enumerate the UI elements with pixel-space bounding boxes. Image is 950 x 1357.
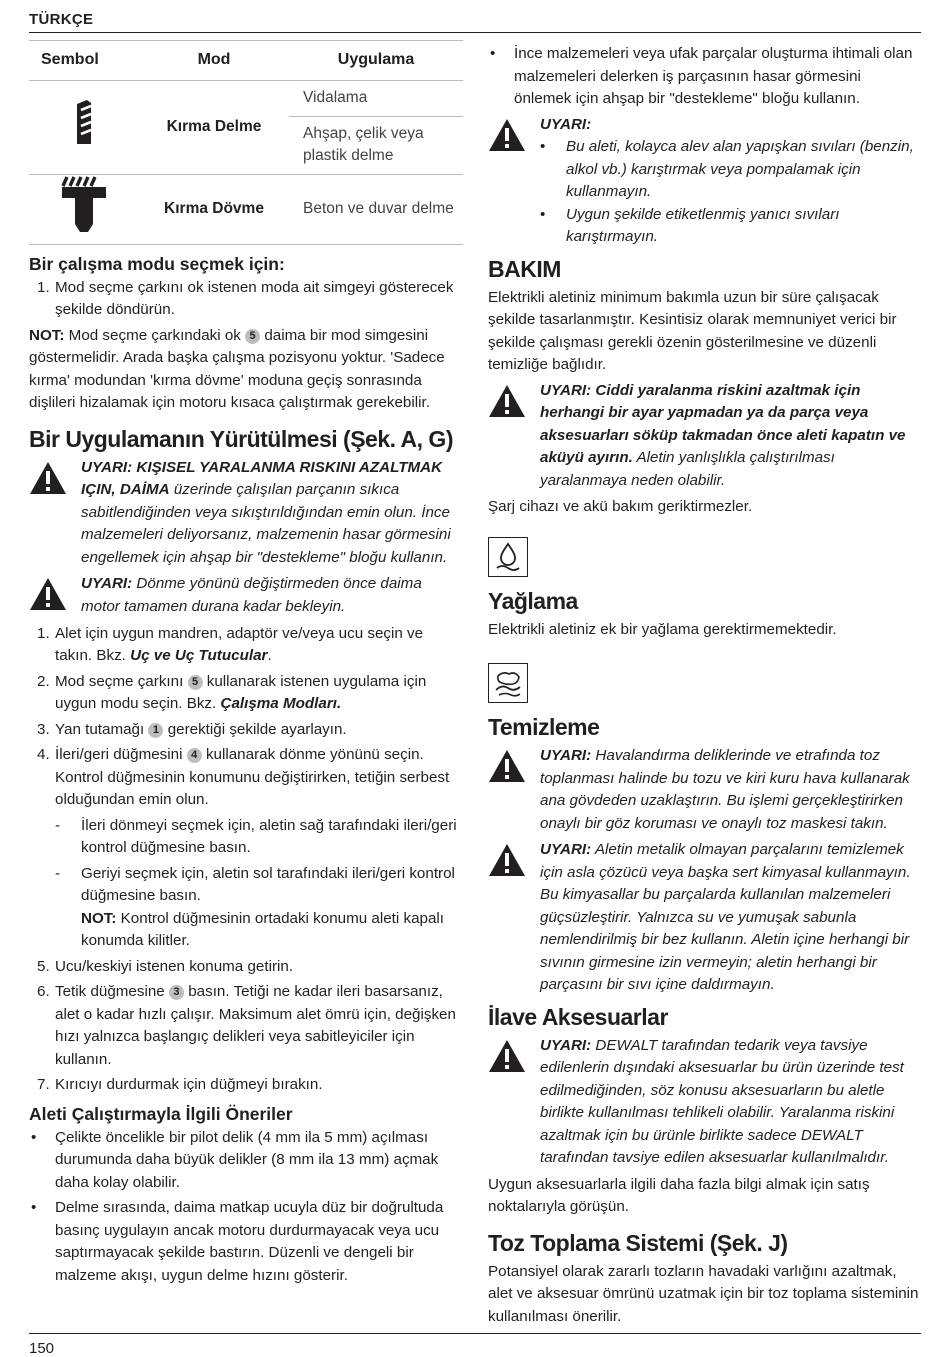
- mode-hammer-drill: Kırma Delme: [139, 81, 289, 175]
- list-item: 7. Kırıcıyı durdurmak için düğmeyi bırakın.: [37, 1076, 323, 1093]
- warning-block: UYARI: • Bu aleti, kolayca alev alan yapışkan sıvıları (benzin, alkol vb.) karıştırmak veya pompalamak için kullanmayın. • Uygun şekilde etiketlenmiş yanıcı sıvıları karıştırmayın.: [488, 114, 922, 249]
- language-header: TÜRKÇE: [29, 11, 94, 28]
- warning-icon: [488, 839, 540, 997]
- list-item: 1. Alet için uygun mandren, adaptör ve/veya ucu seçin ve takın. Bkz. Uç ve Uç Tutucular.: [37, 624, 424, 664]
- warning-icon: [488, 114, 540, 249]
- header-rule: [29, 32, 921, 33]
- application-concrete: Beton ve duvar delme: [289, 174, 463, 244]
- select-mode-heading: Bir çalışma modu seçmek için:: [29, 253, 285, 274]
- dust-heading: Toz Toplama Sistemi (Şek. J): [488, 1229, 788, 1256]
- hammer-drill-icon: [29, 81, 139, 175]
- warning-bullet: • Uygun şekilde etiketlenmiş yanıcı sıvıları karıştırmayın.: [540, 205, 840, 245]
- maintenance-text: Elektrikli aletiniz minimum bakımla uzun bir süre çalışacak şekilde tasarlanmıştır. Kesintisiz olarak memnuniyet verici bir şekilde çalışması gerekli özenin gösterilmesine ve düzenli temizliğe bağlıdır.: [488, 288, 897, 373]
- right-column: [488, 43, 922, 1331]
- warning-block: UYARI: Aletin metalik olmayan parçalarını temizlemek için asla çözücü veya başka sert kimyasal kullanmayın. Bu kimyasallar bu parçalarda kullanılan malzemeleri güçsüzleştirir. Yalnızca su ve yumuşak sabunla nemlendirilmiş bir bez kullanın. Aletin içine herhangi bir sıvının girmesine izin vermeyin; aletin herhangi bir parçasını bir sıvı içine daldırmayın.: [488, 839, 922, 997]
- table-header-symbol: Sembol: [29, 41, 139, 81]
- page-number: 150: [29, 1340, 55, 1357]
- warning-block: UYARI: Dönme yönünü değiştirmeden önce daima motor tamamen durana kadar bekleyin.: [29, 573, 463, 619]
- oil-drop-icon: [488, 537, 528, 577]
- hammer-chisel-icon: [29, 174, 139, 244]
- application-screwdriving: Vidalama: [289, 81, 463, 117]
- callout-badge: 4: [187, 748, 202, 763]
- lubrication-text: Elektrikli aletiniz ek bir yağlama gerektirmemektedir.: [488, 620, 837, 638]
- warning-icon: [488, 1035, 540, 1170]
- list-item: • Delme sırasında, daima matkap ucuyla düz bir doğrultuda basınç uygulayın ancak motoru durdurmayacak veya ucu saptırmayacak şekilde bastırın. Düzenli ve dengeli bir malzeme akışı, uygun delme hızını gösterir.: [31, 1199, 444, 1284]
- note-paragraph: NOT: Mod seçme çarkındaki ok 5 daima bir mod simgesini göstermelidir. Arada başka çalışma pozisyonu yoktur. 'Sadece kırma' modundan 'kırma dövme' moduna geçiş sonrasında dişlileri hizalamak için motoru kısaca çalıştırmak gerekebilir.: [29, 326, 445, 411]
- warning-icon: [488, 745, 540, 835]
- list-item: • İnce malzemeleri veya ufak parçalar oluşturma ihtimali olan malzemeleri delerken iş parçasının hasar görmesini önlemek için ahşap bir "destekleme" bloğu kullanın.: [490, 45, 913, 107]
- callout-badge: 1: [148, 723, 163, 738]
- accessories-text: Uygun aksesuarlarla ilgili daha fazla bilgi almak için satış noktalarıyla görüşün.: [488, 1175, 870, 1215]
- dust-text: Potansiyel olarak zararlı tozların havadaki varlığını azaltmak, alet ve aksesuar ömrünü uzatmak için bir toz toplama sisteminin kullanılması önerilir.: [488, 1262, 919, 1325]
- sub-list-item: - Geriyi seçmek için, aletin sol tarafındaki ileri/geri kontrol düğmesine basın. NOT: Kontrol düğmesinin ortadaki konumu aleti kapalı konumda kilitler.: [55, 864, 455, 949]
- warning-icon: [29, 457, 81, 570]
- cross-reference: Çalışma Modları.: [220, 695, 342, 712]
- accessories-heading: İlave Aksesuarlar: [488, 1003, 668, 1030]
- list-item: 3. Yan tutamağı 1 gerektiği şekilde ayarlayın.: [37, 720, 347, 738]
- list-item: 4. İleri/geri düğmesini 4 kullanarak dönme yönünü seçin. Kontrol düğmesinin konumunu değiştirirken, tetiğin serbest olduğundan emin olun.: [37, 746, 450, 808]
- warning-block: UYARI: KIŞISEL YARALANMA RISKINI AZALTMAK IÇIN, DAİMA üzerinde çalışılan parçanın sıkıca sabitlendiğinden veya sıkıştırıldığından emin olun. İnce malzemeleri deliyorsanız, malzemenin hasar görmesini engellemek için ahşap bir "destekleme" bloğu kullanın.: [29, 457, 463, 570]
- list-item: 2. Mod seçme çarkını 5 kullanarak istenen uygulama için uygun modu seçin. Bkz. Çalışma Modları.: [37, 672, 427, 712]
- table-header-mode: Mod: [139, 41, 289, 81]
- cleaning-heading: Temizleme: [488, 714, 600, 740]
- mode-hammer-only: Kırma Dövme: [139, 174, 289, 244]
- brand-name: EWALT: [811, 1126, 863, 1144]
- table-header-application: Uygulama: [289, 41, 463, 81]
- left-column: [29, 40, 463, 1290]
- warning-bullet: • Bu aleti, kolayca alev alan yapışkan sıvıları (benzin, alkol vb.) karıştırmak veya pompalamak için kullanmayın.: [540, 138, 914, 200]
- list-item: 1. Mod seçme çarkını ok istenen moda ait simgeyi gösterecek şekilde döndürün.: [37, 278, 454, 318]
- cross-reference: Uç ve Uç Tutucular: [130, 647, 268, 664]
- lubrication-heading: Yağlama: [488, 587, 578, 614]
- list-item: 6. Tetik düğmesine 3 basın. Tetiği ne kadar ileri basarsanız, alet o kadar hızlı çalışır. Maksimum alet ömrü için, değişken hızı yalnızca başlangıç delikleri veya sabitleyiciler için kullanın.: [37, 983, 456, 1068]
- tips-heading: Aleti Çalıştırmayla İlgili Öneriler: [29, 1103, 293, 1124]
- warning-block: UYARI: Havalandırma deliklerinde ve etrafında toz toplanması halinde bu tozu ve kiri kuru hava kullanarak ana gövdeden uzaklaştırın. Bu işlemi gerçekleştirirken onaylı bir göz koruması ve onaylı toz maskesi takın.: [488, 745, 922, 835]
- callout-badge: 3: [169, 985, 184, 1000]
- sub-list-item: - İleri dönmeyi seçmek için, aletin sağ tarafındaki ileri/geri kontrol düğmesine basın.: [55, 816, 457, 856]
- application-drilling: Ahşap, çelik veya plastik delme: [289, 116, 463, 174]
- mode-table: [29, 40, 463, 245]
- warning-block: UYARI: DEWALT tarafından tedarik veya tavsiye edilenlerin dışındaki aksesuarlar bu ürün üzerinde test edilmediğinden, söz konusu aksesuarların bu aletle birlikte kullanılması tehlikeli olabilir. Yaralanma riskini azaltmak için bu ürünle birlikte sadece DEWALT tarafından tavsiye edilen aksesuarlar kullanılmalıdır.: [488, 1035, 922, 1170]
- maintenance-heading: BAKIM: [488, 255, 561, 282]
- warning-block: UYARI: Ciddi yaralanma riskini azaltmak için herhangi bir ayar yapmadan ya da parça veya aksesuarları söküp takmadan önce aleti kapatın ve aküyü ayırın. Aletin yanlışlıkla çalıştırılması yaralanmaya neden olabilir.: [488, 380, 922, 493]
- maintenance-after: Şarj cihazı ve akü bakım geriktirmezler.: [488, 498, 753, 515]
- warning-icon: [29, 573, 81, 619]
- footer-rule: [29, 1333, 921, 1334]
- operation-heading: Bir Uygulamanın Yürütülmesi (Şek. A, G): [29, 425, 453, 452]
- callout-badge: 5: [245, 329, 260, 344]
- list-item: 5. Ucu/keskiyi istenen konuma getirin.: [37, 957, 294, 975]
- cleaning-icon: [488, 663, 528, 703]
- warning-icon: [488, 380, 540, 493]
- callout-badge: 5: [188, 675, 203, 690]
- list-item: • Çelikte öncelikle bir pilot delik (4 mm ila 5 mm) açılması durumunda daha büyük delikler (8 mm ila 13 mm) açmak daha kolay olabilir.: [31, 1128, 439, 1191]
- brand-name: EWALT: [606, 1036, 658, 1054]
